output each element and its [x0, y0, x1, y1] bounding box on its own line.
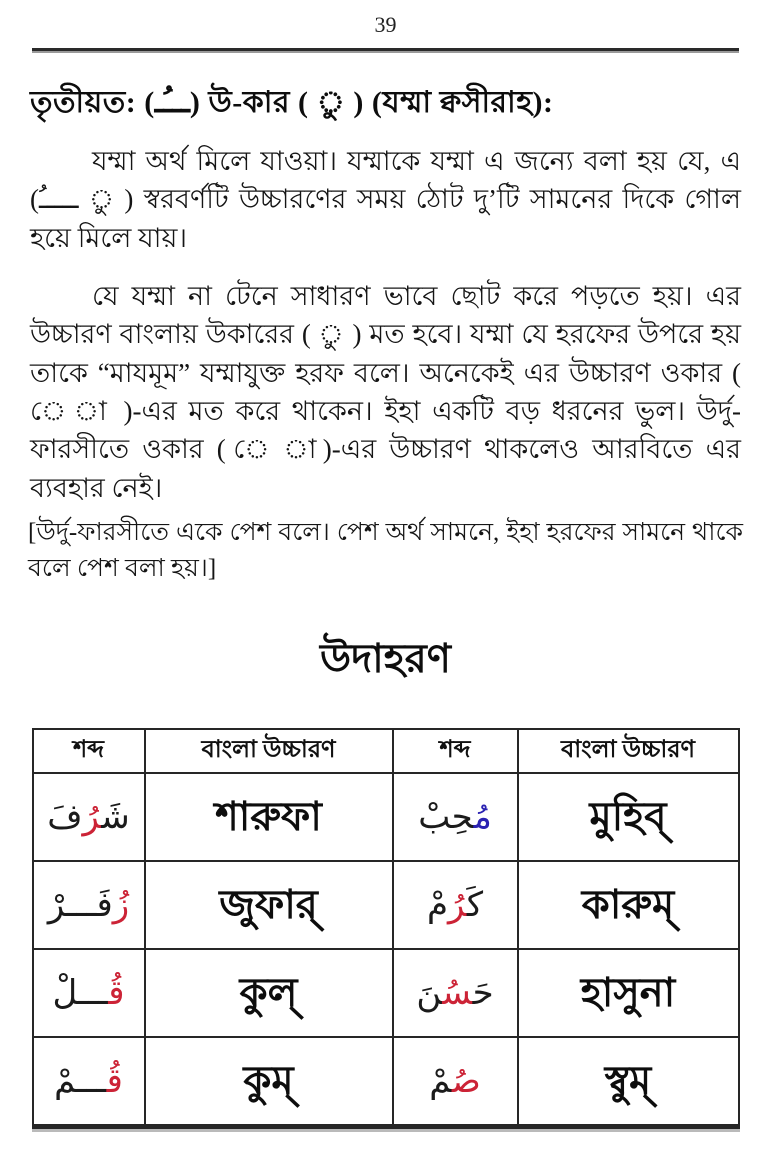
bangla-pronunciation-cell: শারুফা [145, 773, 393, 861]
table-row [33, 1037, 739, 1127]
damma-highlighted-letter: رُ [82, 796, 102, 837]
arabic-word-cell [33, 1037, 145, 1127]
arabic-word-cell [33, 949, 145, 1037]
arabic-word-cell [33, 861, 145, 949]
damma-highlighted-letter: سُ [442, 972, 473, 1013]
arabic-word-cell [33, 773, 145, 861]
bangla-pronunciation-cell: কারুম্ [518, 861, 739, 949]
bangla-pronunciation-cell: জুফার্ [145, 861, 393, 949]
damma-highlighted-letter: زُ [112, 884, 130, 925]
arabic-word-cell [393, 773, 518, 861]
damma-highlighted-letter: مُ [473, 796, 492, 837]
bangla-pronunciation-cell: হাসুনা [518, 949, 739, 1037]
header-cell-bangla-2: বাংলা উচ্চারণ [518, 729, 739, 773]
table-row [33, 773, 739, 861]
examples-heading: উদাহরণ [320, 635, 451, 681]
table-row [33, 949, 739, 1037]
arabic-word-cell [393, 949, 518, 1037]
paragraph-damma-meaning: যম্মা অর্থ মিলে যাওয়া। যম্মাকে যম্মা এ জন্যে বলা হয় যে, এ (ـــــُ ু ) স্বরবর্ণটি উচ্চারণের সময় ঠোট দু’টি সামনের দিকে গোল হয়ে মিলে যায়। [30, 146, 741, 253]
header-cell-word-2: শব্দ [393, 729, 518, 773]
table-row [33, 861, 739, 949]
table-header-row [33, 729, 739, 773]
arabic-word-cell [393, 1037, 518, 1127]
paragraph-damma-pronunciation: যে যম্মা না টেনে সাধারণ ভাবে ছোট করে পড়তে হয়। এর উচ্চারণ বাংলায় উকারের ( ু ) মত হবে। যম্মা যে হরফের উপরে হয় তাকে “মাযমূম” যম্মাযুক্ত হরফ বলে। অনেকেই এর উচ্চারণ ওকার ( ে া )-এর মত করে থাকেন। ইহা একটি বড় ধরনের ভুল। উর্দু-ফারসীতে ওকার ( ে া)-এর উচ্চারণ থাকলেও আরবিতে এর ব্যবহার নেই। [30, 280, 741, 503]
arabic-letters: ـــمْ [54, 1060, 107, 1101]
damma-highlighted-letter: صُ [451, 1060, 481, 1101]
pronunciation-table [32, 728, 740, 1129]
arabic-letters: حَ [472, 972, 494, 1013]
arabic-letters: حِبْ [418, 796, 474, 837]
paragraph-pesh-note: [উর্দু-ফারসীতে একে পেশ বলে। পেশ অর্থ সামনে, ইহা হরফের সামনে থাকে বলে পেশ বলা হয়।] [28, 518, 743, 582]
page-number: 39 [374, 12, 397, 37]
damma-highlighted-letter: قُ [106, 1060, 123, 1101]
arabic-letters: كَ [466, 884, 483, 925]
bangla-pronunciation-cell: মুহিব্ [518, 773, 739, 861]
section-heading: তৃতীয়ত: (ـــُـ) উ-কার ( ু ) (যম্মা ক্বসীরাহ): [30, 86, 554, 119]
damma-highlighted-letter: رُ [448, 884, 467, 925]
bangla-pronunciation-cell: কুল্ [145, 949, 393, 1037]
arabic-letters: فَـــرْ [47, 884, 113, 925]
header-cell-bangla-1: বাংলা উচ্চারণ [145, 729, 393, 773]
arabic-letters: مْ [429, 1060, 452, 1101]
arabic-letters: شَ [101, 796, 130, 837]
header-rule [32, 48, 739, 53]
arabic-word-cell [393, 861, 518, 949]
bangla-pronunciation-cell: কুম্ [145, 1037, 393, 1127]
arabic-letters: نَ [416, 972, 443, 1013]
header-cell-word-1: শব্দ [33, 729, 145, 773]
arabic-letters: مْ [426, 884, 449, 925]
bangla-pronunciation-cell: স্বুম্ [518, 1037, 739, 1127]
arabic-letters: ـــلْ [52, 972, 109, 1013]
arabic-letters: فَ [47, 796, 83, 837]
table-body [33, 773, 739, 1127]
damma-highlighted-letter: قُ [108, 972, 125, 1013]
